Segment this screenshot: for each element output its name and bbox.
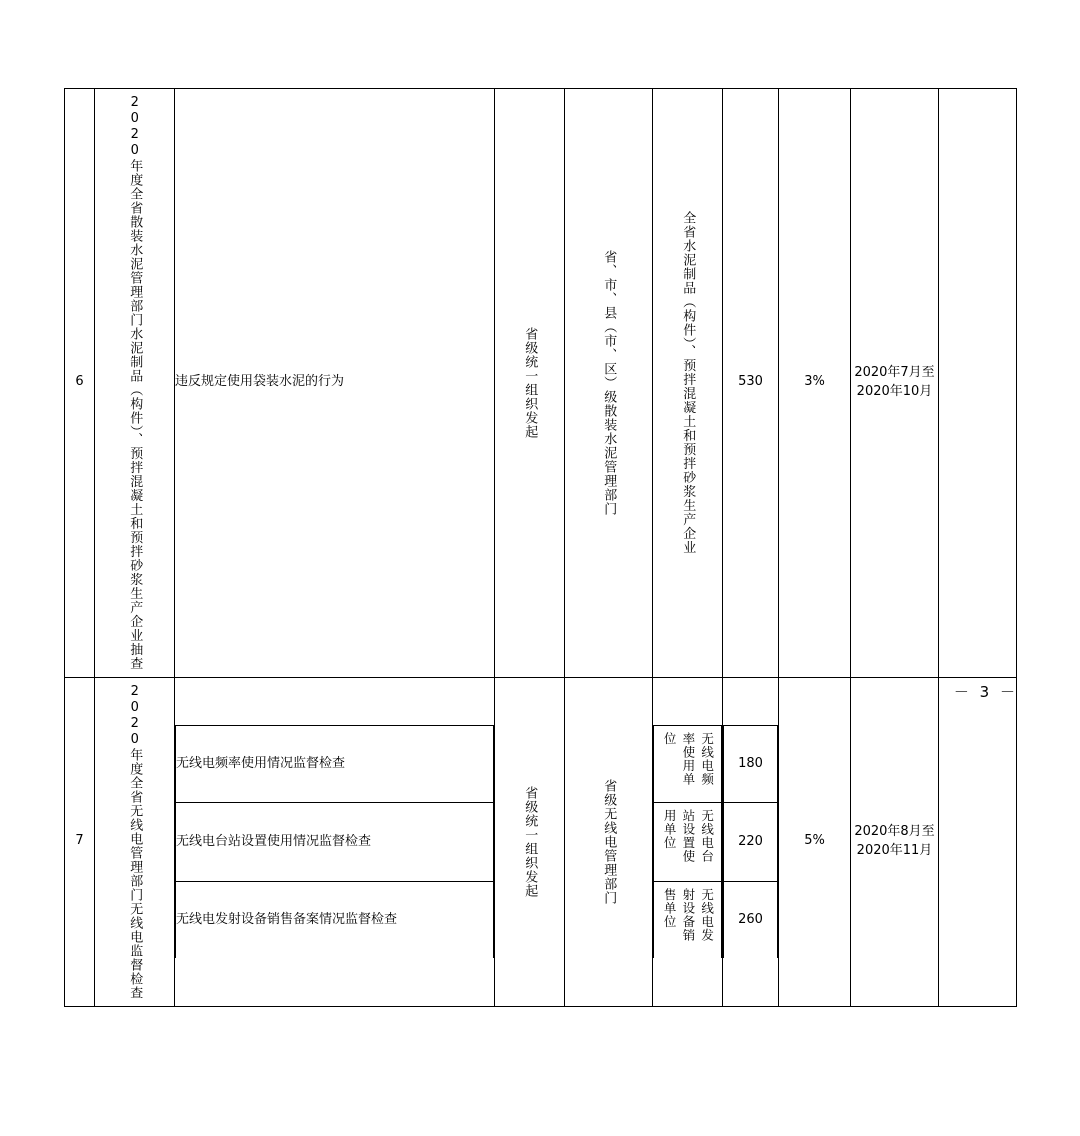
sub-count-row [724, 882, 778, 959]
row-executor [565, 89, 653, 678]
sub-item-table [175, 725, 494, 958]
target-text: 无线电台站设置使用单位 [662, 809, 715, 863]
target-text: 无线电发射设备销售单位 [662, 888, 715, 942]
sub-count-cell: 180 [724, 726, 778, 803]
row-index: 6 [65, 89, 95, 678]
row-remark [939, 89, 1017, 678]
category-text: 2020年度全省无线电管理部门无线电监督检查 [127, 683, 143, 1000]
sub-target-table [653, 725, 722, 958]
sub-item-label: 无线电发射设备销售备案情况监督检查 [176, 882, 494, 959]
row-count: 530 [723, 89, 779, 678]
table-row [65, 677, 1017, 1006]
sub-count-row [724, 803, 778, 882]
row-item: 违反规定使用袋装水泥的行为 [175, 89, 495, 678]
row-time: 2020年7月至2020年10月 [851, 89, 939, 678]
sub-target-row [654, 726, 722, 803]
executor-text: 省、市、县（市、区）级散装水泥管理部门 [601, 249, 617, 516]
inspection-plan-table [64, 88, 1017, 1007]
category-text: 2020年度全省散装水泥管理部门水泥制品（构件）、预拌混凝土和预拌砂浆生产企业抽查 [127, 95, 143, 671]
sub-count-table [723, 725, 778, 958]
sub-count-row [724, 726, 778, 803]
organizer-text: 省级统一组织发起 [522, 326, 538, 439]
page-number: － 3 － [953, 683, 1018, 701]
sub-item-row [176, 726, 494, 803]
target-text: 全省水泥制品（构件）、预拌混凝土和预拌砂浆生产企业 [680, 211, 696, 555]
row-ratio: 3% [779, 89, 851, 678]
sub-count-cell: 220 [724, 803, 778, 882]
sub-item-label: 无线电台站设置使用情况监督检查 [176, 803, 494, 882]
sub-item-row [176, 882, 494, 959]
sub-target-cell [654, 803, 722, 882]
sub-target-row [654, 803, 722, 882]
row-index: 7 [65, 677, 95, 1006]
target-text: 无线电频率使用单位 [662, 732, 715, 786]
row-count-group [723, 677, 779, 1006]
sub-target-row [654, 882, 722, 959]
sub-target-cell [654, 726, 722, 803]
sub-item-row [176, 803, 494, 882]
row-organizer [495, 677, 565, 1006]
row-executor [565, 677, 653, 1006]
table-row [65, 89, 1017, 678]
row-item-group [175, 677, 495, 1006]
row-ratio: 5% [779, 677, 851, 1006]
sub-target-cell [654, 882, 722, 959]
row-category [95, 677, 175, 1006]
executor-text: 省级无线电管理部门 [601, 778, 617, 905]
row-category [95, 89, 175, 678]
row-target [653, 89, 723, 678]
sub-item-label: 无线电频率使用情况监督检查 [176, 726, 494, 803]
row-target-group [653, 677, 723, 1006]
row-organizer [495, 89, 565, 678]
organizer-text: 省级统一组织发起 [522, 785, 538, 898]
row-time: 2020年8月至2020年11月 [851, 677, 939, 1006]
sub-count-cell: 260 [724, 882, 778, 959]
row-remark [939, 677, 1017, 1006]
